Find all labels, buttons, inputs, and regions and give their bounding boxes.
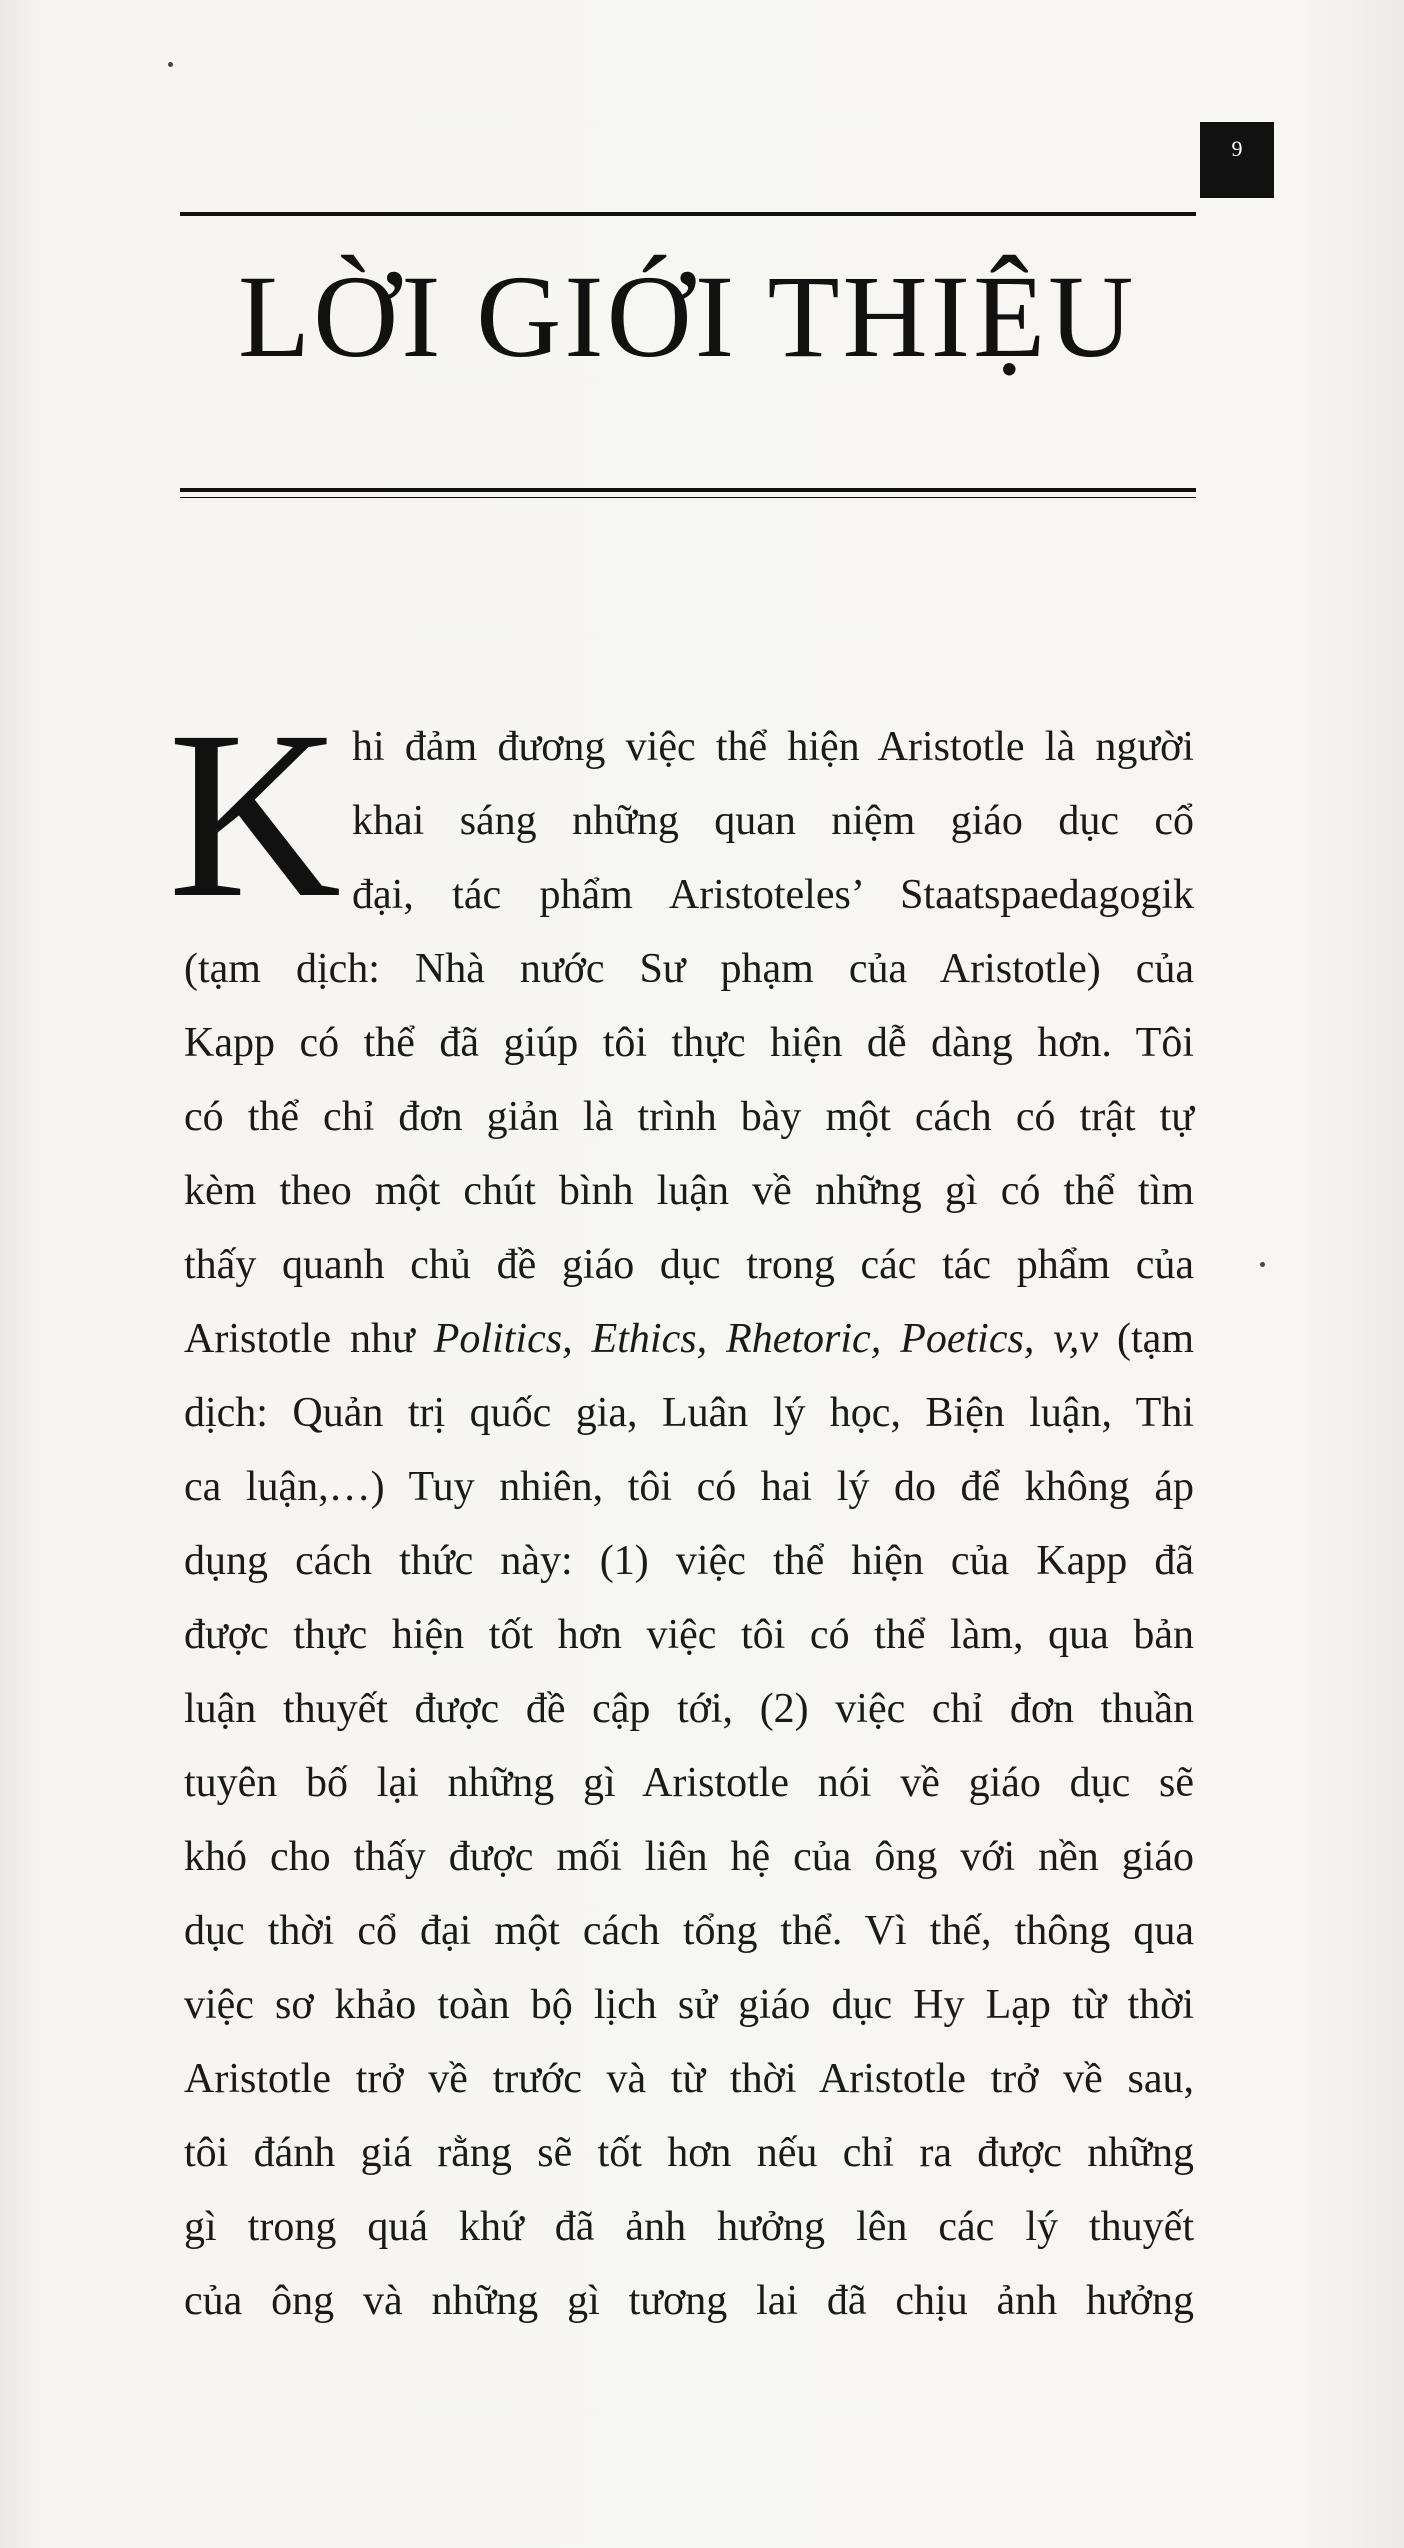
- chapter-title: LỜI GIỚI THIỆU: [238, 251, 1137, 382]
- text-line: ca luận,…) Tuy nhiên, tôi có hai lý do để không áp: [184, 1464, 1194, 1510]
- text-line-italic-titles: [184, 1302, 1194, 1376]
- scan-speck: [168, 62, 173, 67]
- title-rule-bottom: [180, 488, 1196, 492]
- text-line: dịch: Quản trị quốc gia, Luân lý học, Biện luận, Thi: [184, 1390, 1194, 1436]
- drop-cap-letter: K: [168, 681, 342, 947]
- text-line: luận thuyết được đề cập tới, (2) việc chỉ đơn thuần: [184, 1686, 1194, 1732]
- text-line: tuyên bố lại những gì Aristotle nói về giáo dục sẽ: [184, 1760, 1194, 1806]
- text-line: có thể chỉ đơn giản là trình bày một cách có trật tự: [184, 1094, 1194, 1140]
- text-line: gì trong quá khứ đã ảnh hưởng lên các lý thuyết: [184, 2204, 1194, 2250]
- text-line-prefix: Aristotle như: [184, 1316, 434, 1362]
- text-line: (tạm dịch: Nhà nước Sư phạm của Aristotle) của: [184, 946, 1194, 992]
- text-line: khai sáng những quan niệm giáo dục cổ: [352, 798, 1194, 844]
- text-line: tôi đánh giá rằng sẽ tốt hơn nếu chỉ ra được những: [184, 2130, 1194, 2176]
- text-line: việc sơ khảo toàn bộ lịch sử giáo dục Hy Lạp từ thời: [184, 1982, 1194, 2028]
- page-number-badge: 9: [1200, 122, 1274, 198]
- text-line: khó cho thấy được mối liên hệ của ông với nền giáo: [184, 1834, 1194, 1880]
- text-line-suffix: (tạm: [1098, 1316, 1194, 1362]
- text-line: dụng cách thức này: (1) việc thể hiện của Kapp đã: [184, 1538, 1194, 1584]
- body-paragraph: [184, 710, 1194, 2338]
- scan-speck: [1260, 1262, 1265, 1267]
- title-rule-top: [180, 212, 1196, 216]
- text-line: của ông và những gì tương lai đã chịu ảnh hưởng: [184, 2278, 1194, 2324]
- text-line: được thực hiện tốt hơn việc tôi có thể làm, qua bản: [184, 1612, 1194, 1658]
- text-line: đại, tác phẩm Aristoteles’ Staatspaedagogik: [352, 872, 1194, 918]
- text-line: dục thời cổ đại một cách tổng thể. Vì thế, thông qua: [184, 1908, 1194, 1954]
- italic-work-titles: Politics, Ethics, Rhetoric, Poetics, v,v: [433, 1316, 1099, 1362]
- text-line: Aristotle trở về trước và từ thời Aristotle trở về sau,: [184, 2056, 1194, 2102]
- text-line: hi đảm đương việc thể hiện Aristotle là người: [352, 724, 1194, 770]
- text-line: Kapp có thể đã giúp tôi thực hiện dễ dàng hơn. Tôi: [184, 1020, 1194, 1066]
- title-rule-bottom-thin: [180, 497, 1196, 498]
- text-line: kèm theo một chút bình luận về những gì có thể tìm: [184, 1168, 1194, 1214]
- text-line: thấy quanh chủ đề giáo dục trong các tác phẩm của: [184, 1242, 1194, 1288]
